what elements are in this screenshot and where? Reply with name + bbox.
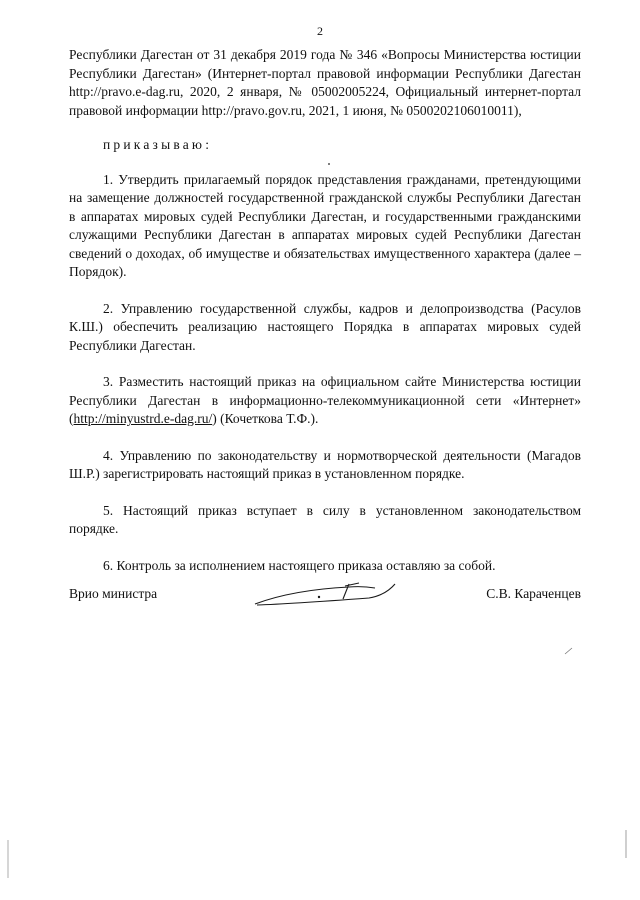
order-item-3-text-before: 3. Разместить настоящий приказ на официальном сайте Министерства юстиции Республики Дагестан в информационно-телекоммуникационной сети «Интернет» ( [69, 374, 581, 426]
page-number: 2 [317, 24, 323, 38]
scan-speck-mark [326, 161, 332, 167]
order-item-5: 5. Настоящий приказ вступает в силу в установленном законодательством порядке. [69, 502, 581, 536]
order-item-3 [69, 373, 581, 429]
scan-edge-mark [5, 840, 11, 880]
intro-paragraph: Республики Дагестан от 31 декабря 2019 года № 346 «Вопросы Министерства юстиции Республики Дагестан» (Интернет-портал правовой информации Республики Дагестан http://pravo.e-dag.ru, 2020, 2 января, № 05002005224, Официальный интернет-портал правовой информации http://pravo.gov.ru, 2021, 1 июня, № 0500202106010011), [69, 47, 581, 118]
order-item-1: 1. Утвердить прилагаемый порядок представления гражданами, претендующими на замещение должностей государственной гражданской службы Республики Дагестан в аппаратах мировых судей Республики Дагестан, и государственными гражданскими служащими Республики Дагестан в аппаратах мировых судей Республики Дагестан сведений о доходах, об имуществе и обязательствах имущественного характера (далее – Порядок). [69, 171, 581, 279]
order-item-4: 4. Управлению по законодательству и нормотворческой деятельности (Магадов Ш.Р.) зарегистрировать настоящий приказ в установленном порядке. [69, 447, 581, 481]
orders-heading: приказываю: [103, 137, 213, 152]
ministry-website-link[interactable]: http://minyustrd.e-dag.ru/ [73, 411, 213, 426]
signatory-name: С.В. Караченцев [486, 586, 581, 601]
order-item-3-text-after: ) (Кочеткова Т.Ф.). [212, 411, 319, 426]
signature-block [69, 579, 581, 619]
document-body [69, 46, 581, 575]
handwritten-signature [249, 575, 409, 615]
scan-speck-mark [564, 647, 574, 655]
order-item-6: 6. Контроль за исполнением настоящего приказа оставляю за собой. [103, 557, 496, 573]
order-item-2: 2. Управлению государственной службы, кадров и делопроизводства (Расулов К.Ш.) обеспечить реализацию настоящего Порядка в аппаратах мировых судей Республики Дагестан. [69, 300, 581, 353]
signatory-position: Врио министра [69, 586, 158, 601]
scan-edge-mark [622, 830, 630, 860]
